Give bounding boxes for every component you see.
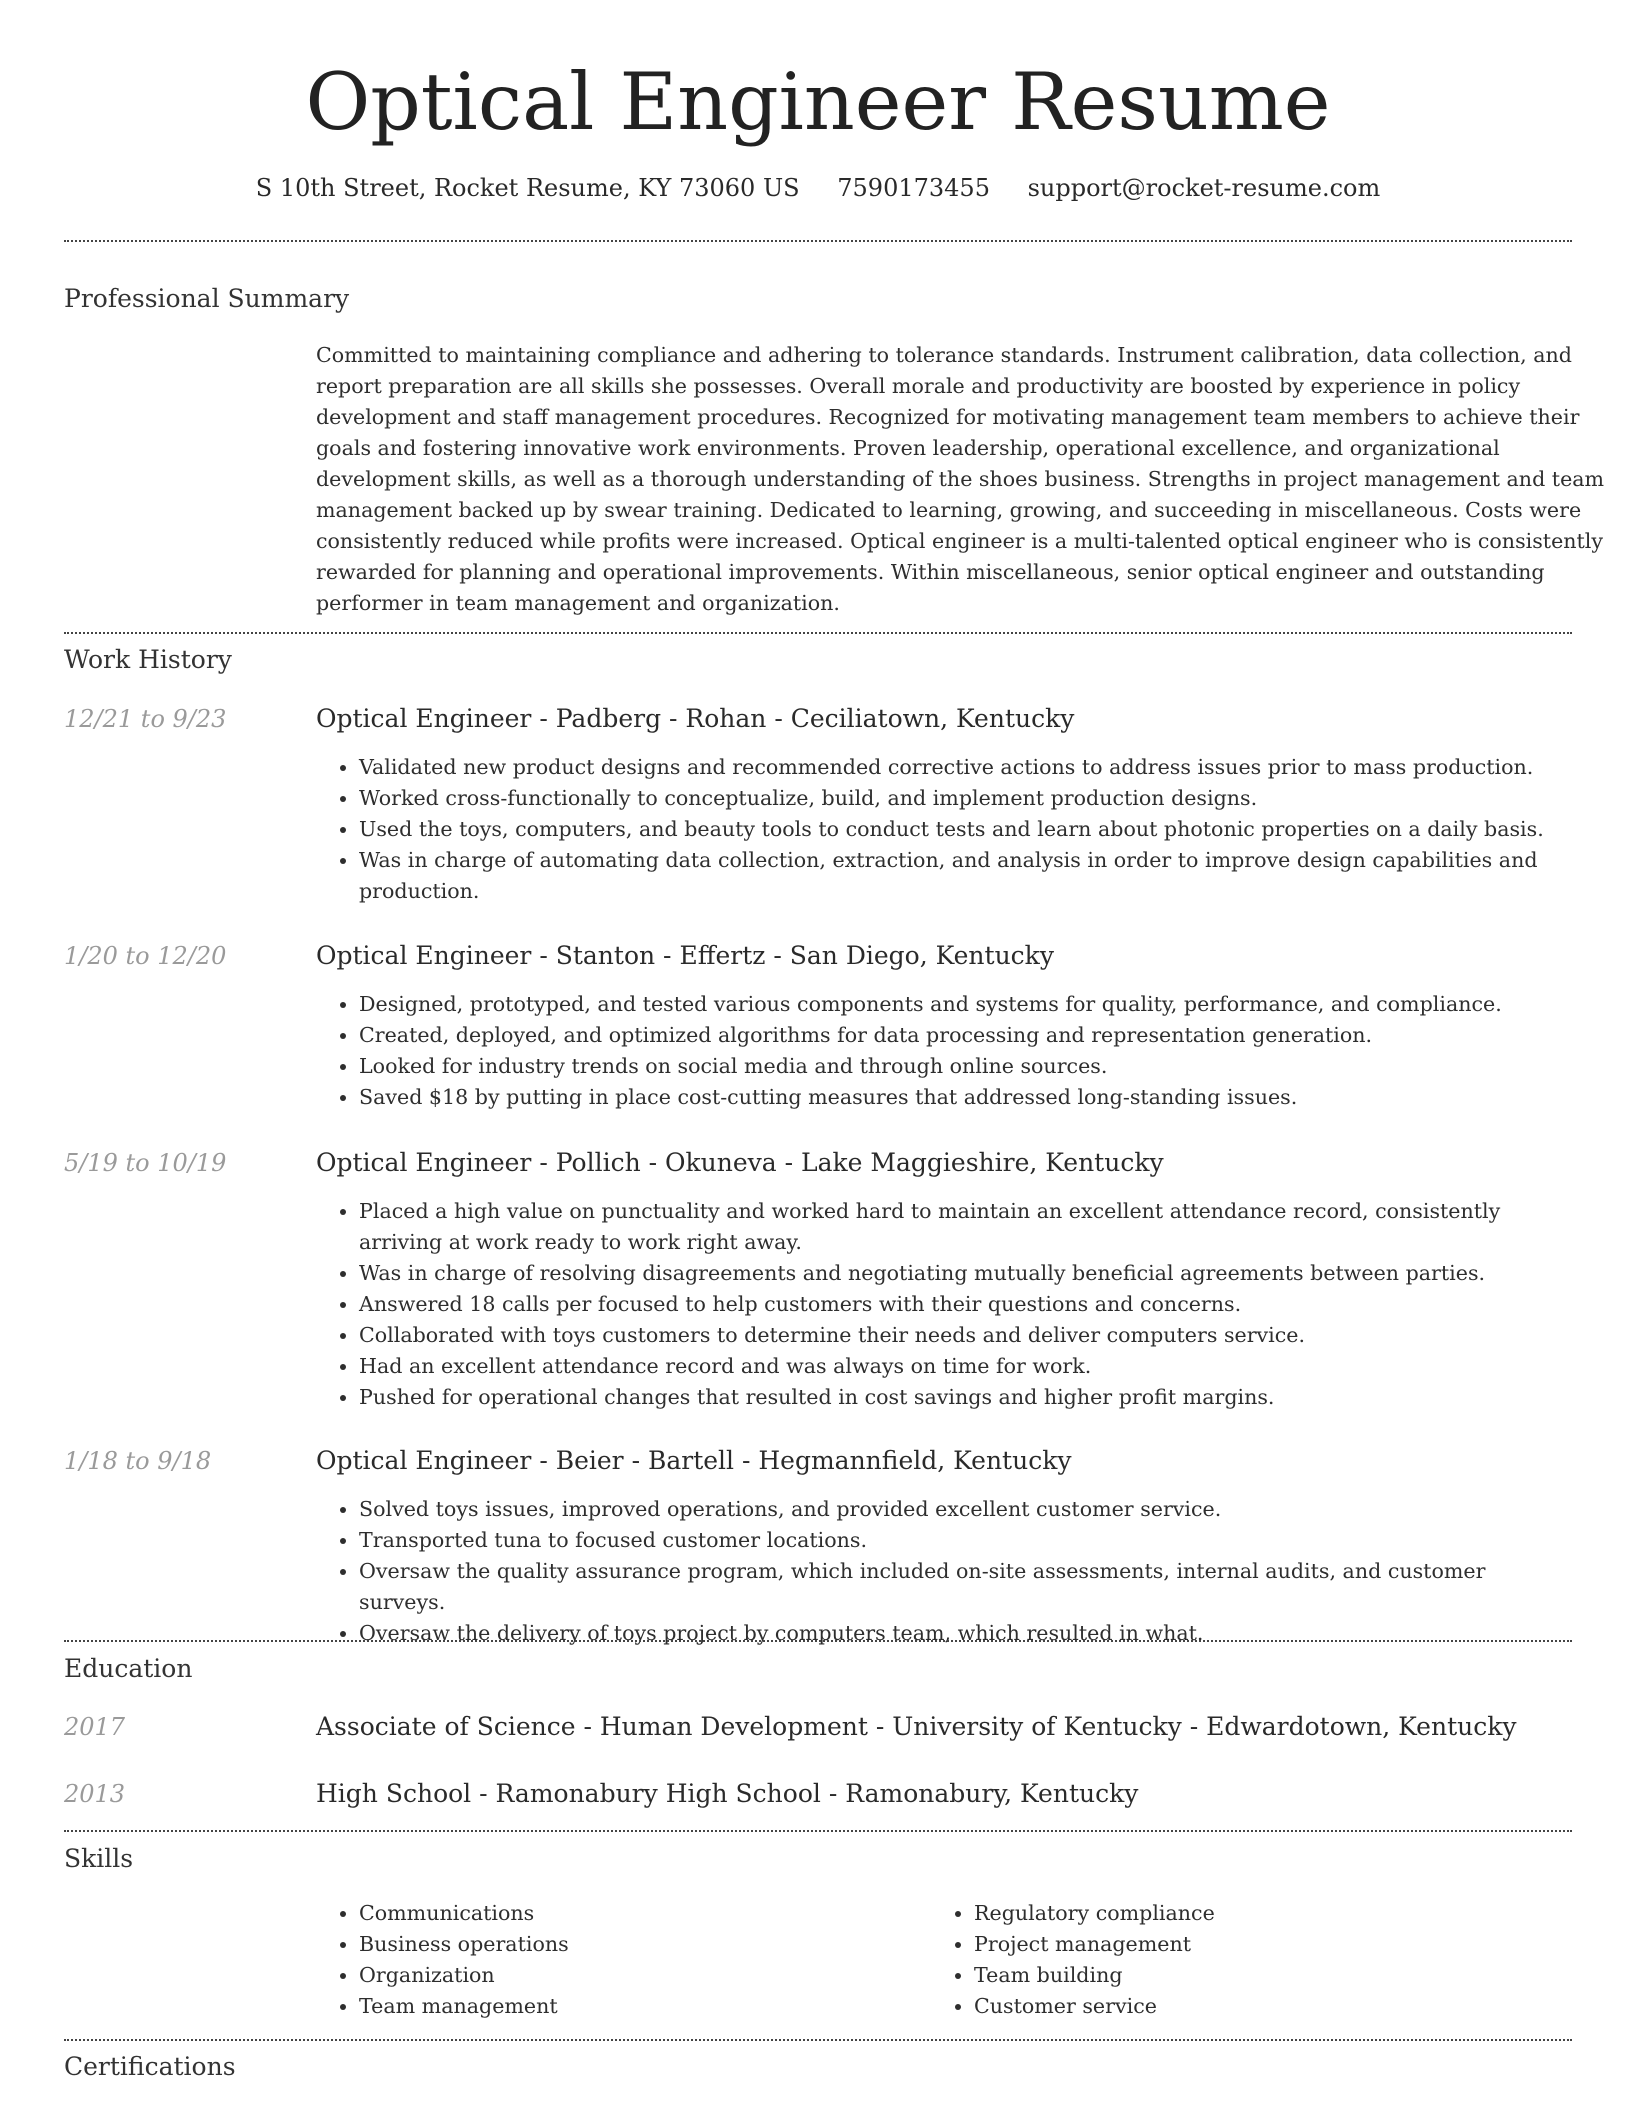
section-heading-work-history: Work History — [64, 645, 232, 674]
job-dates: 1/18 to 9/18 — [64, 1447, 212, 1475]
contact-info — [64, 170, 1572, 206]
job-bullets — [316, 989, 1569, 1113]
list-item: • Saved $18 by putting in place cost-cutting measures that addressed long-standing issues. — [359, 1082, 1569, 1113]
education-entry: Associate of Science - Human Development - University of Kentucky - Edwardotown, Kentucky — [316, 1712, 1517, 1741]
list-item: • Oversaw the delivery of toys project by computers team, which resulted in what. — [359, 1618, 1569, 1649]
contact-address: S 10th Street, Rocket Resume, KY 73060 US — [255, 174, 800, 202]
section-divider — [64, 632, 1572, 634]
list-item: • Was in charge of automating data collection, extraction, and analysis in order to improve design capabilities and production. — [359, 845, 1569, 907]
job-bullets — [316, 1494, 1569, 1649]
list-item: • Created, deployed, and optimized algorithms for data processing and representation generation. — [359, 1020, 1569, 1051]
job-title: Optical Engineer - Stanton - Effertz - San Diego, Kentucky — [316, 941, 1054, 970]
list-item: • Team building — [974, 1960, 1534, 1991]
skills-list-right — [931, 1898, 1534, 2022]
skills-list-left — [316, 1898, 919, 2022]
list-item: • Collaborated with toys customers to determine their needs and deliver computers service. — [359, 1320, 1569, 1351]
resume-title: Optical Engineer Resume — [305, 56, 1331, 148]
summary-text: Committed to maintaining compliance and adhering to tolerance standards. Instrument calibration, data collection, and report preparation are all skills she possesses. Overall morale and productivity are boosted by experience in policy development and staff management procedures. Recognized for motivating management team members to achieve their goals and fostering innovative work environments. Proven leadership, operational excellence, and organizational development skills, as well as a thorough understanding of the shoes business. Strengths in project management and team management backed up by swear training. Dedicated to learning, growing, and succeeding in miscellaneous. Costs were consistently reduced while profits were increased. Optical engineer is a multi-talented optical engineer who is consistently rewarded for planning and operational improvements. Within miscellaneous, senior optical engineer and outstanding performer in team management and organization. — [316, 343, 1605, 615]
job-title: Optical Engineer - Pollich - Okuneva - Lake Maggieshire, Kentucky — [316, 1148, 1164, 1177]
section-heading-summary: Professional Summary — [64, 284, 350, 313]
section-divider — [64, 2039, 1572, 2041]
list-item: • Answered 18 calls per focused to help customers with their questions and concerns. — [359, 1289, 1569, 1320]
education-year: 2013 — [64, 1780, 126, 1808]
list-item: • Project management — [974, 1929, 1534, 1960]
list-item: • Organization — [359, 1960, 919, 1991]
list-item: • Worked cross-functionally to conceptualize, build, and implement production designs. — [359, 783, 1569, 814]
list-item: • Regulatory compliance — [974, 1898, 1534, 1929]
contact-phone: 7590173455 — [837, 174, 990, 202]
job-title: Optical Engineer - Beier - Bartell - Hegmannfield, Kentucky — [316, 1446, 1072, 1475]
section-heading-skills: Skills — [64, 1844, 134, 1873]
section-divider — [64, 1640, 1572, 1642]
list-item: • Team management — [359, 1991, 919, 2022]
job-dates: 12/21 to 9/23 — [64, 705, 227, 733]
list-item: • Communications — [359, 1898, 919, 1929]
list-item: • Transported tuna to focused customer locations. — [359, 1525, 1569, 1556]
job-dates: 1/20 to 12/20 — [64, 942, 227, 970]
list-item: • Business operations — [359, 1929, 919, 1960]
contact-email: support@rocket-resume.com — [1027, 174, 1381, 202]
list-item: • Used the toys, computers, and beauty tools to conduct tests and learn about photonic properties on a daily basis. — [359, 814, 1569, 845]
list-item: • Placed a high value on punctuality and worked hard to maintain an excellent attendance record, consistently arriving at work ready to work right away. — [359, 1196, 1569, 1258]
list-item: • Was in charge of resolving disagreements and negotiating mutually beneficial agreements between parties. — [359, 1258, 1569, 1289]
list-item: • Had an excellent attendance record and was always on time for work. — [359, 1351, 1569, 1382]
education-year: 2017 — [64, 1713, 126, 1741]
job-bullets — [316, 1196, 1569, 1413]
list-item: • Pushed for operational changes that resulted in cost savings and higher profit margins. — [359, 1382, 1569, 1413]
education-entry: High School - Ramonabury High School - Ramonabury, Kentucky — [316, 1779, 1139, 1808]
section-divider — [64, 240, 1572, 242]
list-item: • Looked for industry trends on social media and through online sources. — [359, 1051, 1569, 1082]
list-item: • Oversaw the quality assurance program, which included on-site assessments, internal audits, and customer surveys. — [359, 1556, 1569, 1618]
job-bullets — [316, 752, 1569, 907]
job-dates: 5/19 to 10/19 — [64, 1149, 227, 1177]
list-item: • Solved toys issues, improved operations, and provided excellent customer service. — [359, 1494, 1569, 1525]
list-item: • Designed, prototyped, and tested various components and systems for quality, performance, and compliance. — [359, 989, 1569, 1020]
list-item: • Validated new product designs and recommended corrective actions to address issues prior to mass production. — [359, 752, 1569, 783]
section-heading-certifications: Certifications — [64, 2052, 236, 2081]
section-divider — [64, 1830, 1572, 1832]
list-item: • Customer service — [974, 1991, 1534, 2022]
section-heading-education: Education — [64, 1654, 193, 1683]
job-title: Optical Engineer - Padberg - Rohan - Ceciliatown, Kentucky — [316, 704, 1075, 733]
